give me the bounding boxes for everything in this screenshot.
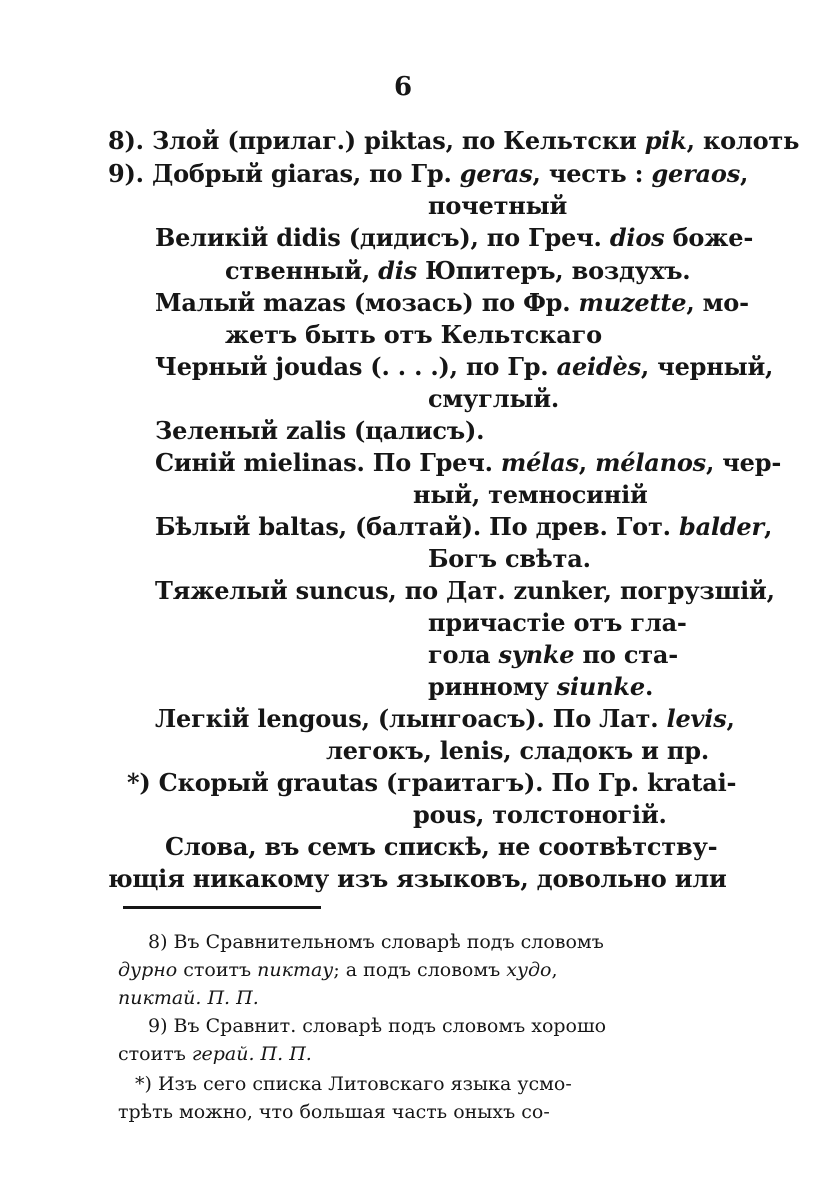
- text-line: Малый mazas (мозась) по Фр. muzette, мо-: [155, 288, 749, 317]
- footnote-line: дурно стоитъ пиктау; а подъ словомъ худо,: [118, 959, 558, 981]
- text-line: 8). Злой (прилаг.) piktas, по Кельтски pik, колоть: [108, 126, 800, 155]
- text-line: *) Скорый grautas (граитагъ). По Гр. kratai-: [127, 768, 737, 797]
- footnote-line: *) Изъ сего списка Литовскаго языка усмо-: [135, 1073, 572, 1095]
- text-line: Великій didis (дидисъ), по Греч. dios боже-: [155, 223, 754, 252]
- footnote-line: трѣть можно, что большая часть оныхъ со-: [118, 1101, 550, 1123]
- text-line: легокъ, lenis, сладокъ и пр.: [326, 736, 709, 765]
- text-line: ющія никакому изъ языковъ, довольно или: [108, 864, 727, 893]
- text-line: Черный joudas (. . . .), по Гр. aeidès, черный,: [155, 352, 774, 381]
- text-line: ринному siunke.: [428, 672, 654, 701]
- footnote-line: пиктай. П. П.: [118, 987, 259, 1009]
- footnote-line: 8) Въ Сравнительномъ словарѣ подъ словомъ: [148, 931, 604, 953]
- text-line: ственный, dis Юпитеръ, воздухъ.: [225, 256, 691, 285]
- footnote-line: стоитъ герай. П. П.: [118, 1043, 312, 1065]
- page-number: 6: [394, 72, 413, 102]
- text-line: Тяжелый suncus, по Дат. zunker, погрузшій,: [155, 576, 775, 605]
- text-line: ный, темносиній: [413, 480, 648, 509]
- text-line: Синій mielinas. По Греч. mélas, mélanos, чер-: [155, 448, 782, 477]
- text-line: почетный: [428, 191, 568, 220]
- text-line: Слова, въ семъ спискѣ, не соотвѣтству-: [165, 832, 718, 861]
- text-line: Бѣлый baltas, (балтай). По древ. Гот. balder,: [155, 512, 773, 541]
- text-line: 9). Добрый giaras, по Гр. geras, честь : geraos,: [108, 159, 749, 188]
- text-line: Богъ свѣта.: [428, 544, 591, 573]
- text-line: жетъ быть отъ Кельтскаго: [225, 320, 602, 349]
- footnote-line: 9) Въ Сравнит. словарѣ подъ словомъ хорошо: [148, 1015, 607, 1037]
- text-line: гола synke по ста-: [428, 640, 679, 669]
- text-line: Легкій lengous, (лынгоасъ). По Лат. levis,: [155, 704, 735, 733]
- text-line: смуглый.: [428, 384, 560, 413]
- text-line: pous, толстоногій.: [413, 800, 667, 829]
- text-line: Зеленый zalis (цалисъ).: [155, 416, 485, 445]
- text-line: причастіе отъ гла-: [428, 608, 687, 637]
- footnote-rule: [123, 906, 321, 909]
